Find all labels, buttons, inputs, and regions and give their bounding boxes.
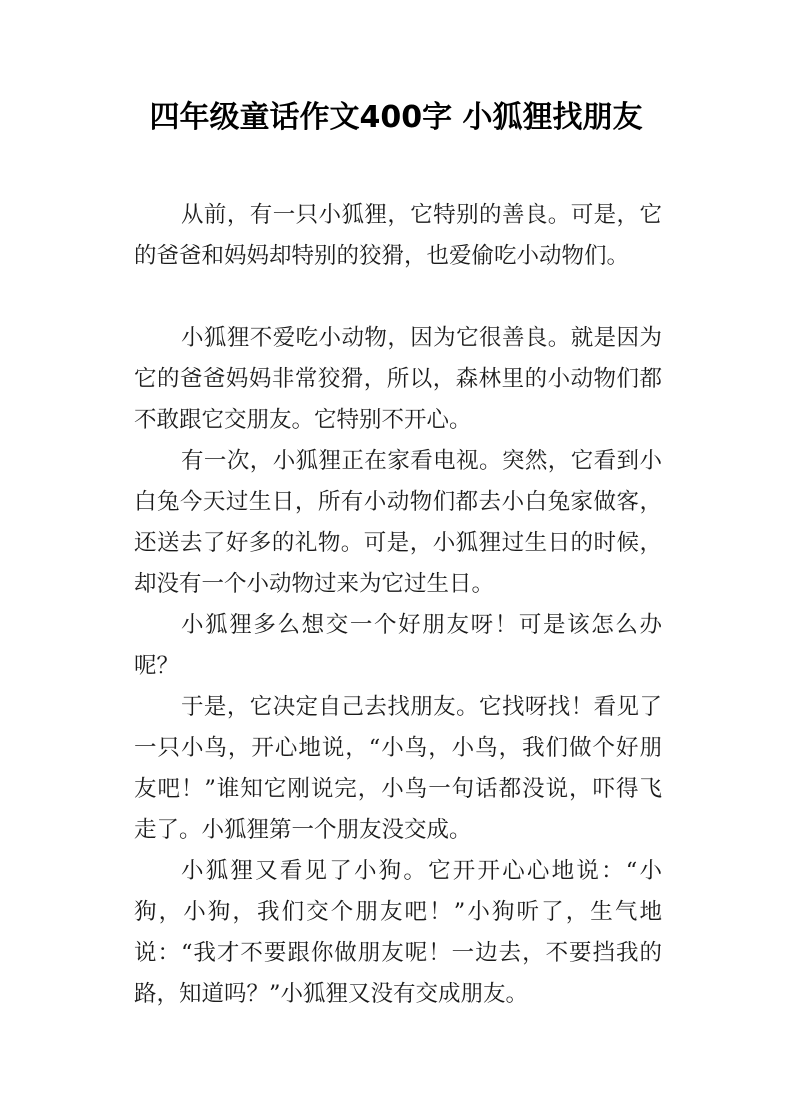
paragraph: 从前，有一只小狐狸，它特别的善良。可是，它的爸爸和妈妈却特别的狡猾，也爱偷吃小动物们。 [134,202,662,269]
paragraph: 小狐狸多么想交一个好朋友呀！可是该怎么办呢？ [134,612,662,679]
paragraph: 小狐狸又看见了小狗。它开开心心地说：“小狗，小狗，我们交个朋友吧！”小狗听了，生气地说：“我才不要跟你做朋友呢！一边去，不要挡我的路，知道吗？”小狐狸又没有交成朋友。 [134,858,662,1007]
paragraph: 有一次，小狐狸正在家看电视。突然，它看到小白兔今天过生日，所有小动物们都去小白兔家做客，还送去了好多的礼物。可是，小狐狸过生日的时候，却没有一个小动物过来为它过生日。 [134,448,662,597]
paragraph-block-intro [134,195,662,277]
paragraph: 于是，它决定自己去找朋友。它找呀找！看见了一只小鸟，开心地说，“小鸟，小鸟，我们做个好朋友吧！”谁知它刚说完，小鸟一句话都没说，吓得飞走了。小狐狸第一个朋友没交成。 [134,694,662,843]
paragraph: 小狐狸不爱吃小动物，因为它很善良。就是因为它的爸爸妈妈非常狡猾，所以，森林里的小动物们都不敢跟它交朋友。它特别不开心。 [134,325,662,433]
page-title: 四年级童话作文400字 小狐狸找朋友 [149,100,643,135]
paragraph-block-main [134,318,662,1015]
